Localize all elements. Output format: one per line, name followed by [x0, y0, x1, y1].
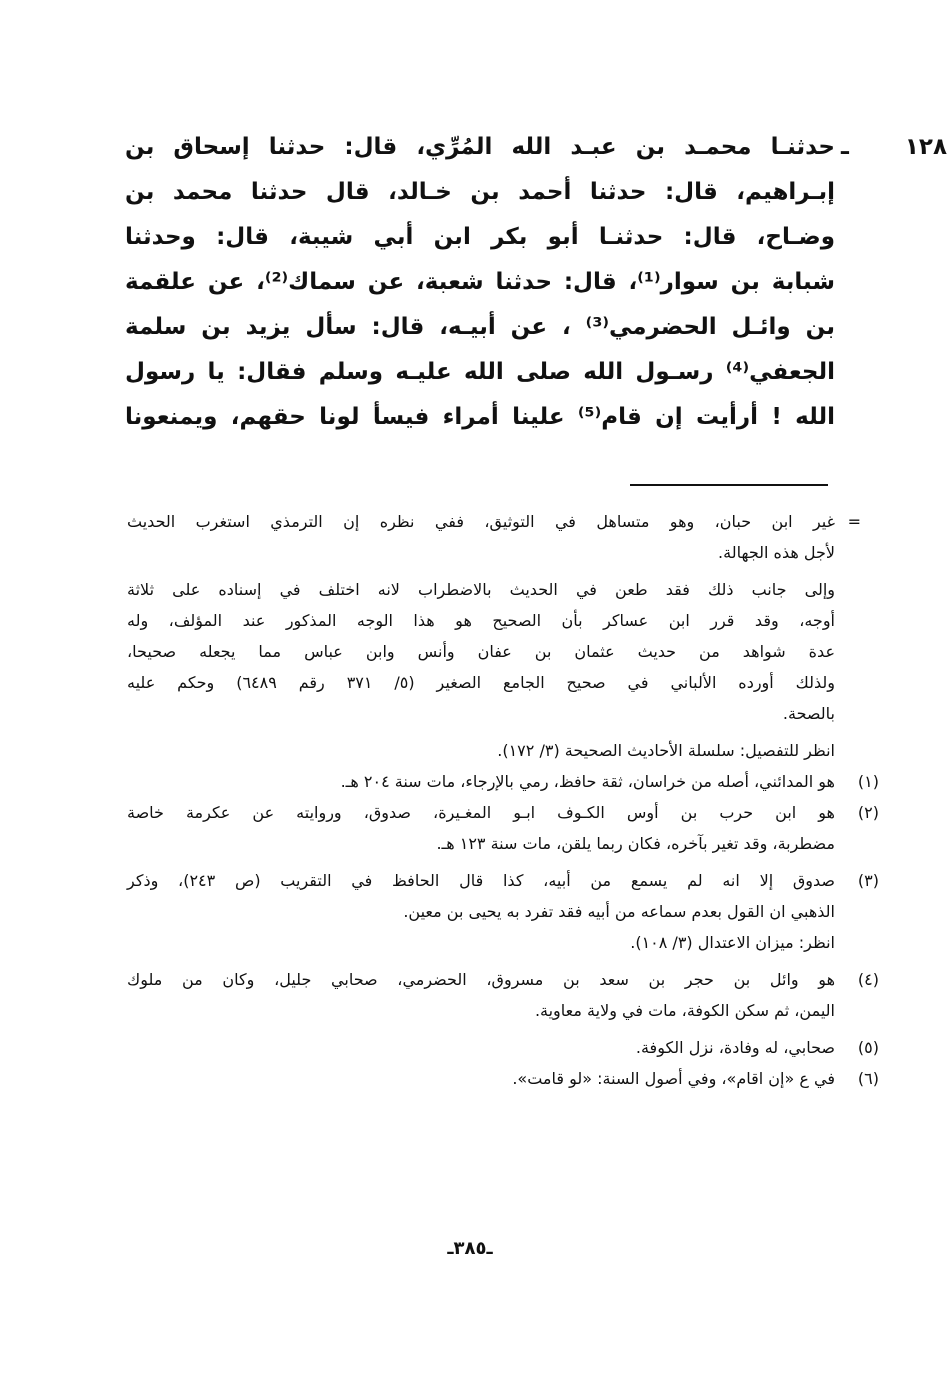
footnote-number: (١) — [857, 772, 879, 791]
hadith-line: بن وائـل الحضرمي⁽³⁾ ، عن أبيـه، قال: سأل يزيد بن سلمة — [125, 314, 835, 340]
note-line: ولذلك أورده الألباني في صحيح الجامع الصغير (٥/ ٣٧١ رقم ٦٤٨٩) وحكم عليه — [127, 673, 835, 692]
note-line: صحابي، له وفادة، نزل الكوفة. — [635, 1038, 835, 1057]
note-line: وإلى جانب ذلك فقد طعن في الحديث بالاضطراب لانه اختلف في إسناده على ثلاثة — [127, 580, 835, 599]
note-line: الذهبي ان القول بعدم سماعه من أبيه فقد تفرد به يحيى بن معين. — [403, 902, 835, 921]
footnote-number: (٣) — [857, 871, 879, 890]
footnote-number: (٦) — [857, 1069, 879, 1088]
note-line: غير ابن حبان، وهو متساهل في التوثيق، ففي نظره إن الترمذي استغرب الحديث — [127, 512, 835, 531]
footnote-number: (٤) — [857, 970, 879, 989]
footnote-1 — [127, 766, 879, 797]
continued-note — [127, 506, 861, 568]
footnote-3 — [127, 865, 879, 958]
note-line: عدة شواهد من حديث عثمان بن عفان وأنس وابن عباس مما يجعله صحيحا، — [127, 642, 835, 661]
footnotes — [127, 506, 879, 1094]
hadith-line: وضـاح، قال: حدثنـا أبو بكر ابن أبي شيبة، قال: وحدثنا — [125, 224, 835, 250]
note-line: هو ابن حرب بن أوس الكـوف ابـو المغـيرة، صدوق، وروايته عن عكرمة خاصة — [127, 803, 835, 822]
note-line: هو وائل بن حجر بن سعد بن مسروق، الحضرمي، صحابي جليل، وكان من ملوك — [127, 970, 835, 989]
footnote-4 — [127, 964, 879, 1026]
note-line: هو المدائني، أصله من خراسان، ثقة حافظ، رمي بالإرجاء، مات سنة ٢٠٤ هـ. — [340, 772, 835, 791]
hadith-line: إبـراهيم، قال: حدثنا أحمد بن خـالد، قال حدثنا محمد بن — [125, 179, 835, 205]
note-line: اليمن، ثم سكن الكوفة، مات في ولاية معاوية. — [534, 1001, 835, 1020]
note-line: لأجل هذه الجهالة. — [718, 543, 835, 562]
note-line: انظر: ميزان الاعتدال (٣/ ١٠٨). — [630, 933, 835, 952]
page-number: ـ٣٨٥ـ — [447, 1238, 493, 1259]
note-paragraph — [127, 574, 835, 729]
hadith-line: الجعفي⁽⁴⁾ رسـول الله صلى الله عليـه وسلم فقال: يا رسول — [125, 359, 835, 385]
footnote-5 — [127, 1032, 879, 1063]
note-line: في ع «إن اقام»، وفي أصول السنة: «لو قامت». — [512, 1069, 835, 1088]
note-line: مضطربة، وقد تغير بآخره، فكان ربما يلقن، مات سنة ١٢٣ هـ. — [436, 834, 835, 853]
hadith-line: الله ! أرأيت إن قام⁽⁵⁾ علينا أمراء فيسأ لونا حقهم، ويمنعونا — [125, 404, 835, 430]
footnote-2 — [127, 797, 879, 859]
footnote-number: (٥) — [857, 1038, 879, 1057]
hadith-line: شبابة بن سوار⁽¹⁾، قال: حدثنا شعبة، عن سماك⁽²⁾، عن علقمة — [125, 269, 835, 295]
hadith-number: ١٢٨ ـ — [841, 134, 947, 160]
continuation-mark: = — [847, 512, 861, 531]
note-line: أوجه، وقد قرر ابن عساكر بأن الصحيح هو هذا الوجه المذكور عند المؤلف، وله — [127, 611, 835, 630]
footnote-separator — [630, 484, 828, 486]
note-line: بالصحة. — [782, 704, 835, 723]
note-line: صدوق إلا انه لم يسمع من أبيه، كذا قال الحافظ في التقريب (ص ٢٤٣)، وذكر — [127, 871, 836, 890]
note-reference: انظر للتفصيل: سلسلة الأحاديث الصحيحة (٣/ ١٧٢). — [497, 741, 835, 760]
hadith-text — [125, 125, 947, 440]
footnote-6 — [127, 1063, 879, 1094]
footnote-number: (٢) — [857, 803, 879, 822]
hadith-line: ١٢٨ ـ حدثنـا محمـد بن عبـد الله المُرِّي، قال: حدثنا إسحاق بن — [125, 125, 835, 170]
